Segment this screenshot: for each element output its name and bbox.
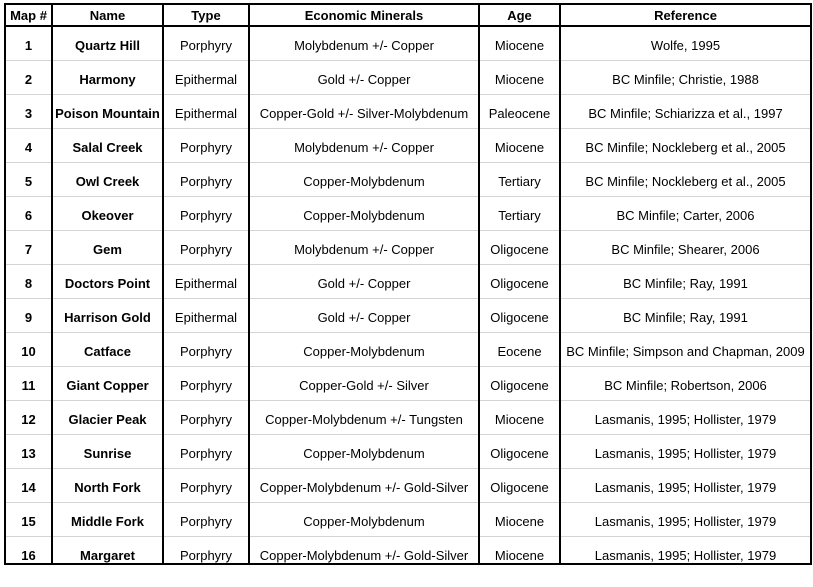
- cell-map-number-text: 10: [21, 344, 36, 359]
- cell-type-text: Porphyry: [179, 548, 233, 563]
- cell-age-text: Oligocene: [490, 480, 549, 495]
- cell-reference: [560, 61, 811, 95]
- cell-economic-minerals: [249, 95, 479, 129]
- cell-map-number: [5, 26, 52, 61]
- cell-map-number: [5, 469, 52, 503]
- cell-name: [52, 197, 163, 231]
- header-name: Name: [52, 4, 163, 26]
- cell-name-text: Harrison Gold: [64, 310, 151, 325]
- cell-age-text: Eocene: [497, 344, 542, 359]
- cell-reference-text: BC Minfile; Nockleberg et al., 2005: [585, 174, 786, 189]
- cell-name: [52, 61, 163, 95]
- cell-age-text: Oligocene: [490, 310, 549, 325]
- cell-reference-text: Lasmanis, 1995; Hollister, 1979: [594, 412, 777, 427]
- cell-age-text: Tertiary: [498, 174, 541, 189]
- cell-type: [163, 333, 249, 367]
- cell-age: [479, 197, 560, 231]
- cell-map-number: [5, 231, 52, 265]
- cell-name: [52, 231, 163, 265]
- cell-type-text: Epithermal: [174, 310, 238, 325]
- cell-economic-minerals: [249, 367, 479, 401]
- cell-map-number: [5, 299, 52, 333]
- cell-map-number: [5, 367, 52, 401]
- cell-economic-minerals-text: Copper-Molybdenum +/- Gold-Silver: [259, 548, 469, 563]
- cell-map-number-text: 4: [24, 140, 33, 155]
- cell-name-text: Catface: [84, 344, 131, 359]
- cell-reference-text: BC Minfile; Nockleberg et al., 2005: [585, 140, 786, 155]
- cell-name-text: Owl Creek: [75, 174, 140, 189]
- cell-reference: [560, 469, 811, 503]
- cell-reference: [560, 26, 811, 61]
- cell-reference: [560, 367, 811, 401]
- cell-reference-text: Wolfe, 1995: [650, 38, 721, 53]
- cell-type: [163, 95, 249, 129]
- cell-name-text: Harmony: [79, 72, 136, 87]
- cell-type-text: Porphyry: [179, 378, 233, 393]
- table-row: [5, 299, 811, 333]
- cell-map-number-text: 5: [24, 174, 33, 189]
- cell-age-text: Oligocene: [490, 276, 549, 291]
- cell-map-number-text: 6: [24, 208, 33, 223]
- cell-economic-minerals: [249, 231, 479, 265]
- cell-economic-minerals-text: Gold +/- Copper: [317, 72, 411, 87]
- cell-age-text: Miocene: [494, 72, 545, 87]
- cell-economic-minerals-text: Copper-Molybdenum +/- Tungsten: [265, 412, 463, 427]
- cell-type: [163, 367, 249, 401]
- cell-type: [163, 299, 249, 333]
- cell-type-text: Porphyry: [179, 242, 233, 257]
- cell-map-number-text: 12: [21, 412, 36, 427]
- cell-type: [163, 435, 249, 469]
- cell-economic-minerals-text: Copper-Gold +/- Silver: [299, 378, 429, 393]
- cell-name: [52, 129, 163, 163]
- cell-reference: [560, 537, 811, 565]
- table-row: [5, 367, 811, 401]
- table-row: [5, 129, 811, 163]
- cell-map-number-text: 9: [24, 310, 33, 325]
- cell-reference-text: BC Minfile; Christie, 1988: [612, 72, 759, 87]
- cell-age: [479, 299, 560, 333]
- cell-age: [479, 26, 560, 61]
- cell-reference: [560, 129, 811, 163]
- cell-type: [163, 61, 249, 95]
- cell-type-text: Porphyry: [179, 480, 233, 495]
- cell-name: [52, 503, 163, 537]
- cell-age: [479, 503, 560, 537]
- cell-type-text: Porphyry: [179, 412, 233, 427]
- cell-name-text: Giant Copper: [66, 378, 149, 393]
- cell-economic-minerals: [249, 265, 479, 299]
- cell-map-number: [5, 129, 52, 163]
- header-type: Type: [163, 4, 249, 26]
- cell-reference-text: Lasmanis, 1995; Hollister, 1979: [594, 480, 777, 495]
- cell-reference-text: BC Minfile; Shearer, 2006: [611, 242, 760, 257]
- table-row: [5, 95, 811, 129]
- cell-reference: [560, 299, 811, 333]
- table-row: [5, 265, 811, 299]
- cell-name-text: Glacier Peak: [68, 412, 147, 427]
- cell-age-text: Miocene: [494, 412, 545, 427]
- cell-age-text: Oligocene: [490, 378, 549, 393]
- cell-map-number-text: 7: [24, 242, 33, 257]
- cell-name: [52, 26, 163, 61]
- cell-reference-text: Lasmanis, 1995; Hollister, 1979: [594, 548, 777, 563]
- cell-map-number-text: 14: [21, 480, 36, 495]
- cell-economic-minerals-text: Copper-Molybdenum: [303, 514, 425, 529]
- cell-map-number: [5, 265, 52, 299]
- cell-name: [52, 163, 163, 197]
- cell-name-text: Middle Fork: [71, 514, 144, 529]
- cell-type-text: Porphyry: [179, 446, 233, 461]
- cell-reference: [560, 435, 811, 469]
- cell-name: [52, 367, 163, 401]
- cell-name-text: Gem: [93, 242, 122, 257]
- cell-type-text: Epithermal: [174, 276, 238, 291]
- cell-age-text: Miocene: [494, 548, 545, 563]
- cell-reference-text: BC Minfile; Schiarizza et al., 1997: [588, 106, 783, 121]
- cell-name-text: Salal Creek: [72, 140, 143, 155]
- table-row: [5, 163, 811, 197]
- cell-age: [479, 435, 560, 469]
- cell-name-text: Quartz Hill: [74, 38, 140, 53]
- cell-reference: [560, 95, 811, 129]
- header-map-number: Map #: [5, 4, 52, 26]
- cell-age-text: Oligocene: [490, 446, 549, 461]
- cell-age-text: Miocene: [494, 140, 545, 155]
- table-row: [5, 469, 811, 503]
- cell-economic-minerals: [249, 61, 479, 95]
- cell-age-text: Miocene: [494, 514, 545, 529]
- cell-economic-minerals-text: Molybdenum +/- Copper: [294, 38, 434, 53]
- cell-type: [163, 163, 249, 197]
- cell-name-text: Okeover: [81, 208, 134, 223]
- cell-map-number-text: 2: [24, 72, 33, 87]
- table-row: [5, 333, 811, 367]
- cell-map-number: [5, 503, 52, 537]
- cell-type-text: Porphyry: [179, 174, 233, 189]
- cell-map-number: [5, 537, 52, 565]
- cell-reference: [560, 231, 811, 265]
- cell-reference-text: BC Minfile; Carter, 2006: [616, 208, 755, 223]
- cell-age: [479, 469, 560, 503]
- deposits-table: [4, 3, 812, 565]
- cell-name: [52, 401, 163, 435]
- cell-reference-text: BC Minfile; Ray, 1991: [623, 276, 748, 291]
- cell-name: [52, 333, 163, 367]
- cell-economic-minerals: [249, 503, 479, 537]
- cell-name: [52, 299, 163, 333]
- cell-map-number: [5, 333, 52, 367]
- cell-type-text: Porphyry: [179, 208, 233, 223]
- cell-type: [163, 401, 249, 435]
- cell-type-text: Epithermal: [174, 106, 238, 121]
- cell-age-text: Miocene: [494, 38, 545, 53]
- cell-map-number-text: 15: [21, 514, 36, 529]
- cell-type-text: Porphyry: [179, 38, 233, 53]
- cell-type-text: Porphyry: [179, 344, 233, 359]
- header-economic-minerals: Economic Minerals: [249, 4, 479, 26]
- cell-age: [479, 367, 560, 401]
- cell-reference: [560, 197, 811, 231]
- cell-economic-minerals: [249, 299, 479, 333]
- cell-economic-minerals-text: Copper-Molybdenum: [303, 208, 425, 223]
- cell-economic-minerals-text: Molybdenum +/- Copper: [294, 242, 434, 257]
- cell-economic-minerals: [249, 197, 479, 231]
- cell-age-text: Paleocene: [488, 106, 551, 121]
- cell-age: [479, 95, 560, 129]
- cell-age: [479, 401, 560, 435]
- cell-age-text: Tertiary: [498, 208, 541, 223]
- cell-reference-text: BC Minfile; Robertson, 2006: [604, 378, 767, 393]
- cell-economic-minerals-text: Copper-Molybdenum: [303, 174, 425, 189]
- cell-reference-text: Lasmanis, 1995; Hollister, 1979: [594, 514, 777, 529]
- cell-economic-minerals-text: Gold +/- Copper: [317, 276, 411, 291]
- cell-map-number: [5, 401, 52, 435]
- cell-map-number: [5, 61, 52, 95]
- cell-type: [163, 129, 249, 163]
- cell-name: [52, 435, 163, 469]
- cell-age-text: Oligocene: [490, 242, 549, 257]
- cell-map-number-text: 11: [21, 378, 36, 393]
- cell-map-number: [5, 197, 52, 231]
- cell-type: [163, 26, 249, 61]
- cell-map-number-text: 8: [24, 276, 33, 291]
- cell-name-text: Doctors Point: [64, 276, 151, 291]
- cell-reference: [560, 163, 811, 197]
- table-row: [5, 503, 811, 537]
- cell-type: [163, 231, 249, 265]
- cell-economic-minerals-text: Gold +/- Copper: [317, 310, 411, 325]
- cell-economic-minerals-text: Copper-Molybdenum: [303, 446, 425, 461]
- header-reference: Reference: [560, 4, 811, 26]
- cell-age: [479, 231, 560, 265]
- cell-economic-minerals-text: Copper-Molybdenum: [303, 344, 425, 359]
- cell-economic-minerals: [249, 435, 479, 469]
- cell-age: [479, 163, 560, 197]
- table-row: [5, 197, 811, 231]
- table-row: [5, 26, 811, 61]
- cell-age: [479, 61, 560, 95]
- cell-type: [163, 265, 249, 299]
- table-header: [5, 4, 811, 26]
- cell-age: [479, 129, 560, 163]
- table-row: [5, 61, 811, 95]
- cell-reference-text: BC Minfile; Simpson and Chapman, 2009: [566, 344, 805, 359]
- cell-name-text: Sunrise: [83, 446, 132, 461]
- cell-reference: [560, 265, 811, 299]
- cell-map-number-text: 13: [21, 446, 36, 461]
- cell-map-number: [5, 163, 52, 197]
- cell-name: [52, 537, 163, 565]
- cell-type-text: Porphyry: [179, 140, 233, 155]
- cell-map-number-text: 1: [24, 38, 33, 53]
- cell-type: [163, 537, 249, 565]
- cell-economic-minerals: [249, 333, 479, 367]
- cell-reference: [560, 333, 811, 367]
- cell-economic-minerals: [249, 537, 479, 565]
- header-row: [5, 4, 811, 26]
- cell-type: [163, 503, 249, 537]
- cell-reference: [560, 401, 811, 435]
- cell-economic-minerals-text: Copper-Molybdenum +/- Gold-Silver: [259, 480, 469, 495]
- cell-name-text: North Fork: [74, 480, 141, 495]
- cell-economic-minerals: [249, 26, 479, 61]
- cell-reference: [560, 503, 811, 537]
- table-row: [5, 231, 811, 265]
- cell-economic-minerals: [249, 401, 479, 435]
- cell-name-text: Margaret: [80, 548, 135, 563]
- cell-name: [52, 469, 163, 503]
- table-row: [5, 435, 811, 469]
- cell-name: [52, 95, 163, 129]
- cell-age: [479, 333, 560, 367]
- header-age: Age: [479, 4, 560, 26]
- cell-economic-minerals: [249, 163, 479, 197]
- cell-type: [163, 197, 249, 231]
- cell-map-number-text: 16: [21, 548, 36, 563]
- table-row: [5, 401, 811, 435]
- cell-economic-minerals: [249, 129, 479, 163]
- cell-age: [479, 265, 560, 299]
- cell-economic-minerals-text: Molybdenum +/- Copper: [294, 140, 434, 155]
- cell-map-number: [5, 95, 52, 129]
- cell-map-number: [5, 435, 52, 469]
- table-body: [5, 26, 811, 564]
- cell-type-text: Epithermal: [174, 72, 238, 87]
- cell-name: [52, 265, 163, 299]
- table-row: [5, 537, 811, 565]
- cell-economic-minerals-text: Copper-Gold +/- Silver-Molybdenum: [259, 106, 469, 121]
- cell-type: [163, 469, 249, 503]
- cell-map-number-text: 3: [24, 106, 33, 121]
- cell-reference-text: Lasmanis, 1995; Hollister, 1979: [594, 446, 777, 461]
- cell-type-text: Porphyry: [179, 514, 233, 529]
- cell-name-text: Poison Mountain: [55, 106, 160, 121]
- cell-economic-minerals: [249, 469, 479, 503]
- cell-age: [479, 537, 560, 565]
- cell-reference-text: BC Minfile; Ray, 1991: [623, 310, 748, 325]
